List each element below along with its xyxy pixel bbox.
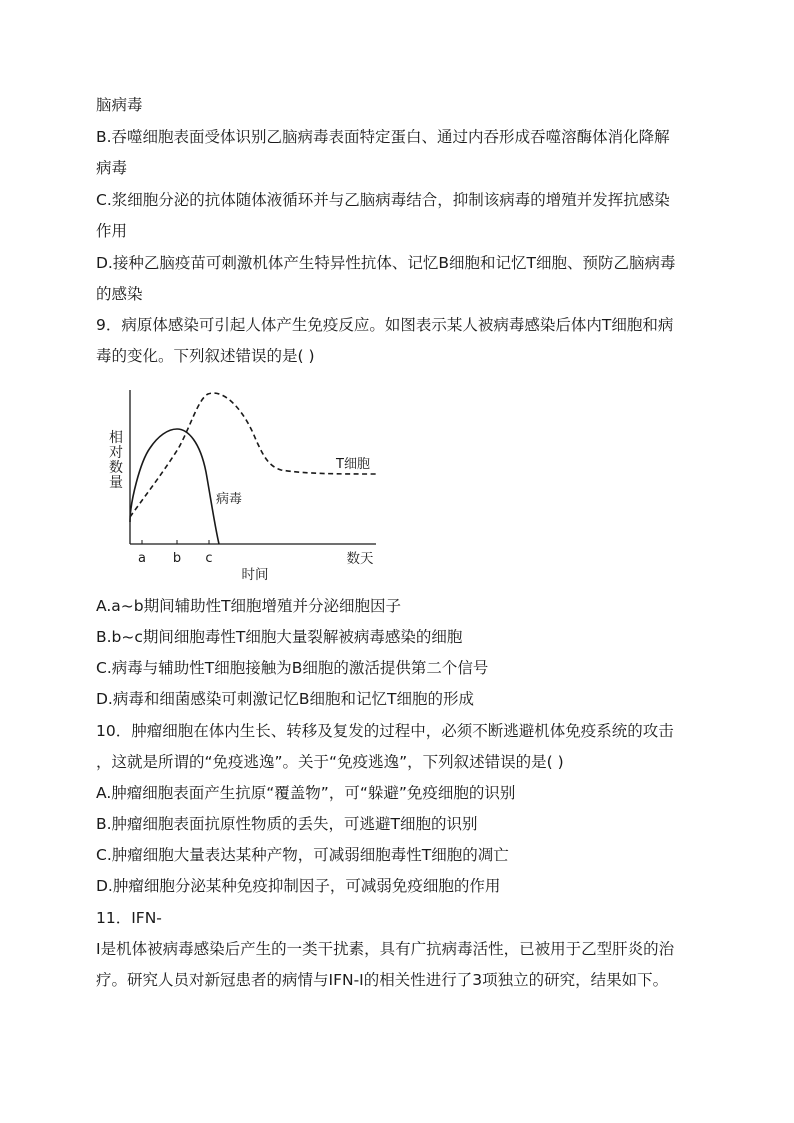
series-t-cell-line xyxy=(130,393,376,517)
option-a: A.a~b期间辅助性T细胞增殖并分泌细胞因子 xyxy=(96,597,402,615)
series-label-virus: 病毒 xyxy=(215,492,243,507)
tick-label-b: b xyxy=(172,551,182,566)
text-line: 脑病毒 xyxy=(96,96,143,114)
question-10-stem: ，这就是所谓的“免疫逃逸”。关于“免疫逃逸”，下列叙述错误的是( ) xyxy=(96,753,564,771)
series-label-t-cell: T细胞 xyxy=(336,457,370,472)
text-line: 病毒 xyxy=(96,159,128,177)
text-line: 的感染 xyxy=(96,285,143,303)
question-11-stem: 疗。研究人员对新冠患者的病情与IFN-I的相关性进行了3项独立的研究，结果如下。 xyxy=(96,971,669,989)
text-line: 作用 xyxy=(96,222,128,240)
y-label-char-1: 相 xyxy=(109,430,123,446)
t-cell-virus-chart xyxy=(100,382,390,592)
option-b: B.b~c期间细胞毒性T细胞大量裂解被病毒感染的细胞 xyxy=(96,628,463,646)
option-c: C.病毒与辅助性T细胞接触为B细胞的激活提供第二个信号 xyxy=(96,659,489,677)
text-line: C.浆细胞分泌的抗体随体液循环并与乙脑病毒结合，抑制该病毒的增殖并发挥抗感染 xyxy=(96,191,670,209)
tick-label-a: a xyxy=(138,551,146,566)
x-end-label: 数天 xyxy=(346,551,374,567)
question-10-stem: 10．肿瘤细胞在体内生长、转移及复发的过程中，必须不断逃避机体免疫系统的攻击 xyxy=(96,722,674,740)
tick-label-c: c xyxy=(205,551,213,566)
question-11-stem: 11．IFN- xyxy=(96,909,162,927)
y-axis-label xyxy=(109,429,123,491)
y-label-char-4: 量 xyxy=(109,475,123,491)
option-d: D.肿瘤细胞分泌某种免疫抑制因子，可减弱免疫细胞的作用 xyxy=(96,877,501,895)
option-c: C.肿瘤细胞大量表达某种产物，可减弱细胞毒性T细胞的凋亡 xyxy=(96,846,509,864)
option-d: D.病毒和细菌感染可刺激记忆B细胞和记忆T细胞的形成 xyxy=(96,690,474,708)
option-b: B.肿瘤细胞表面抗原性物质的丢失，可逃避T细胞的识别 xyxy=(96,815,478,833)
series-virus-line xyxy=(130,429,219,544)
option-a: A.肿瘤细胞表面产生抗原“覆盖物”，可“躲避”免疫细胞的识别 xyxy=(96,784,516,802)
text-line: D.接种乙脑疫苗可刺激机体产生特异性抗体、记忆B细胞和记忆T细胞、预防乙脑病毒 xyxy=(96,254,676,272)
question-9-stem: 毒的变化。下列叙述错误的是( ) xyxy=(96,347,315,365)
x-axis-label: 时间 xyxy=(241,567,269,583)
question-11-stem: I是机体被病毒感染后产生的一类干扰素，具有广抗病毒活性，已被用于乙型肝炎的治 xyxy=(96,940,675,958)
y-label-char-3: 数 xyxy=(109,460,123,476)
text-line: B.吞噬细胞表面受体识别乙脑病毒表面特定蛋白、通过内吞形成吞噬溶酶体消化降解 xyxy=(96,128,670,146)
chart-svg xyxy=(100,382,390,592)
y-label-char-2: 对 xyxy=(109,445,123,461)
question-9-stem: 9．病原体感染可引起人体产生免疫反应。如图表示某人被病毒感染后体内T细胞和病 xyxy=(96,316,674,334)
